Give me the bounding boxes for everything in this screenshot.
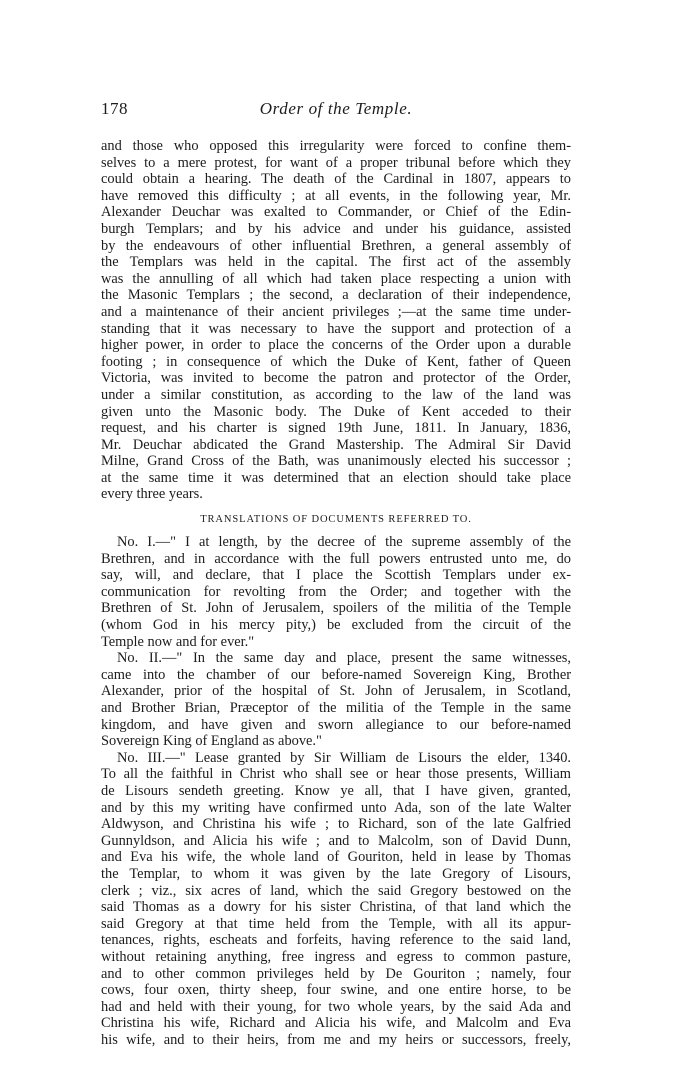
text-line: by the endeavours of other influential Brethren, a general assembly of [101, 237, 571, 254]
text-line: Gunnyldson, and Alicia his wife ; and to Malcolm, son of David Dunn, [101, 832, 571, 849]
text-line: was the annulling of all which had taken place respecting a union with [101, 270, 571, 287]
text-line: have removed this difficulty ; at all events, in the following year, Mr. [101, 187, 571, 204]
running-title: Order of the Temple. [259, 99, 413, 118]
text-line: said Thomas as a dowry for his sister Christina, of that land which the [101, 899, 571, 916]
text-line: and Brother Brian, Præceptor of the militia of the Temple in the same [101, 700, 571, 716]
text-line: came into the chamber of our before-named Sovereign King, Brother [101, 666, 571, 683]
text-line: under a similar constitution, as according to the law of the land was [101, 386, 571, 403]
text-line: clerk ; viz., six acres of land, which the said Gregory bestowed on the [101, 882, 571, 899]
text-line: every three years. [101, 486, 203, 503]
text-line: and to other common privileges held by De Gouriton ; namely, four [101, 965, 571, 982]
text-line: burgh Templars; and by his advice and under his guidance, assisted [101, 220, 571, 237]
text-line: higher power, in order to place the concerns of the Order upon a durable [101, 337, 571, 354]
text-line: standing that it was necessary to have the support and protection of a [101, 320, 571, 337]
text-line: selves to a mere protest, for want of a proper tribunal before which they [101, 154, 571, 171]
text-line: cows, four oxen, thirty sheep, four swine, and one entire horse, to be [101, 982, 571, 999]
page-header [101, 99, 571, 121]
text-line: de Lisours sendeth greeting. Know ye all, that I have given, granted, [101, 782, 571, 799]
text-line: request, and his charter is signed 19th June, 1811. In January, 1836, [101, 420, 571, 437]
text-line: had and held with their young, for two whole years, by the said Ada and [101, 998, 571, 1015]
text-line: communication for revolting from the Order; and together with the [101, 583, 571, 600]
text-line: footing ; in consequence of which the Duke of Kent, father of Queen [101, 353, 571, 370]
text-line: To all the faithful in Christ who shall see or hear those presents, William [101, 766, 571, 783]
text-line: Brethren, and in accordance with the full powers entrusted unto me, do [101, 550, 571, 567]
text-line: the Templars was held in the capital. The first act of the assembly [101, 254, 571, 271]
body-paragraph [101, 138, 571, 503]
text-line: the Masonic Templars ; the second, a declaration of their independence, [101, 287, 571, 304]
text-line: and a maintenance of their ancient privileges ;—at the same time under- [101, 303, 571, 320]
text-line: at the same time it was determined that an election should take place [101, 469, 571, 486]
text-line: Alexander Deuchar was exalted to Commander, or Chief of the Edin- [101, 204, 571, 221]
translations-section [101, 534, 571, 1048]
section-heading: TRANSLATIONS OF DOCUMENTS REFERRED TO. [200, 514, 472, 526]
text-line: kingdom, and have given and sworn allegiance to our before-named [101, 716, 571, 733]
text-line: given unto the Masonic body. The Duke of Kent acceded to their [101, 403, 571, 420]
text-line: Brethren of St. John of Jerusalem, spoilers of the militia of the Temple [101, 600, 571, 617]
text-line: without retaining anything, free ingress and egress to common pasture, [101, 948, 571, 965]
text-line: Milne, Grand Cross of the Bath, was unanimously elected his successor ; [101, 453, 571, 470]
page-number: 178 [101, 99, 128, 118]
text-line: said Gregory at that time held from the Temple, with all its appur- [101, 915, 571, 932]
text-line: tenances, rights, escheats and forfeits, having reference to the said land, [101, 932, 571, 949]
text-line: (whom God in his mercy pity,) be excluded from the circuit of the [101, 617, 571, 634]
text-line: could obtain a hearing. The death of the Cardinal in 1807, appears to [101, 171, 571, 188]
text-line: his wife, and to their heirs, from me and my heirs or successors, freely, [101, 1031, 571, 1048]
text-line: and those who opposed this irregularity were forced to confine them- [101, 138, 571, 154]
text-line: Alexander, prior of the hospital of St. John of Jerusalem, in Scotland, [101, 683, 571, 700]
text-line: say, will, and declare, that I place the Scottish Templars under ex- [101, 567, 571, 584]
text-line: Christina his wife, Richard and Alicia his wife, and Malcolm and Eva [101, 1015, 571, 1032]
text-line: No. I.—" I at length, by the decree of the supreme assembly of the [117, 534, 571, 551]
text-line: and Eva his wife, the whole land of Gouriton, held in lease by Thomas [101, 849, 571, 866]
text-block [101, 138, 571, 1048]
text-line: No. III.—" Lease granted by Sir William de Lisours the elder, 1340. [117, 749, 571, 766]
text-line: Aldwyson, and Christina his wife ; to Richard, son of the late Galfried [101, 816, 571, 833]
text-line: No. II.—" In the same day and place, present the same witnesses, [117, 650, 571, 667]
text-line: the Templar, to whom it was given by the late Gregory of Lisours, [101, 865, 571, 882]
text-line: and by this my writing have confirmed unto Ada, son of the late Walter [101, 799, 571, 816]
text-line: Mr. Deuchar abdicated the Grand Mastership. The Admiral Sir David [101, 436, 571, 453]
text-line: Temple now and for ever." [101, 633, 255, 650]
text-line: Sovereign King of England as above." [101, 733, 322, 750]
text-line: Victoria, was invited to become the patron and protector of the Order, [101, 370, 571, 387]
